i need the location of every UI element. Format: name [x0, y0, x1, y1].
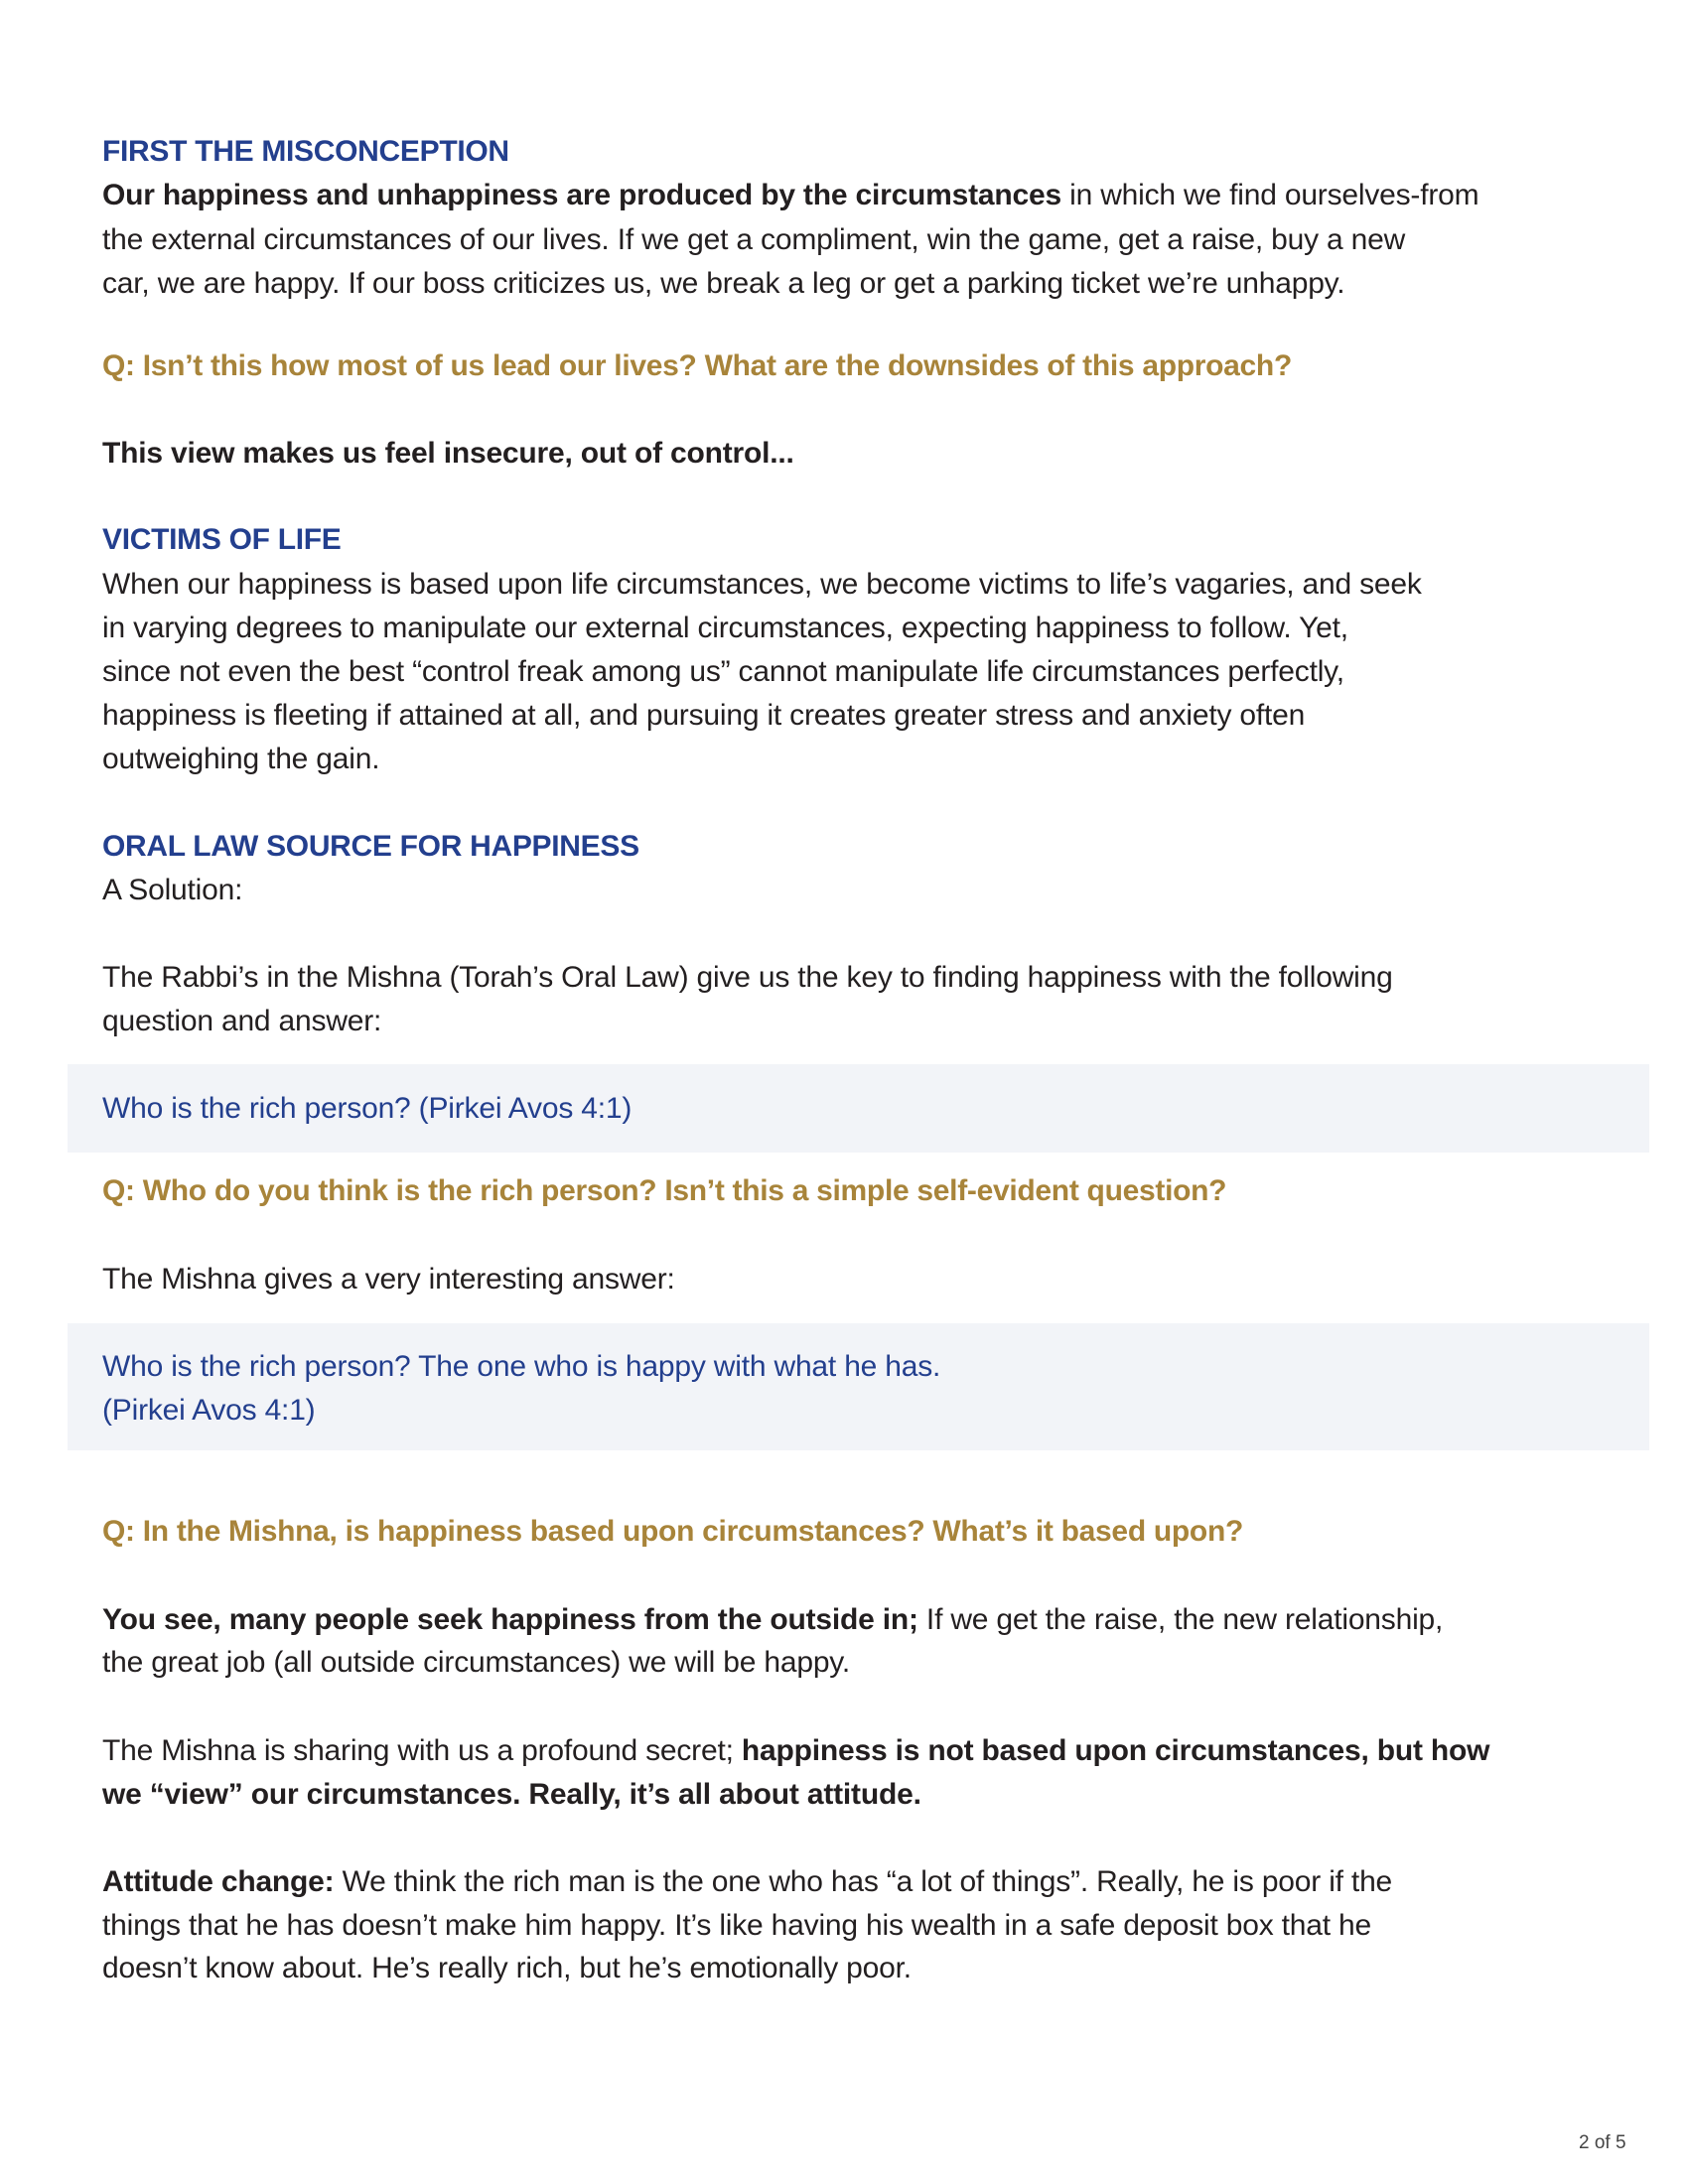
bold-text: Our happiness and unhappiness are produced by the circumstances — [102, 179, 1061, 211]
rabbis-intro-line: The Rabbi’s in the Mishna (Torah’s Oral Law) give us the key to finding happiness with the following — [102, 961, 1393, 994]
question-3: Q: In the Mishna, is happiness based upon circumstances? What’s it based upon? — [102, 1515, 1244, 1548]
bold-text: Attitude change: — [102, 1865, 335, 1898]
question-2: Q: Who do you think is the rich person? Isn’t this a simple self-evident question? — [102, 1174, 1227, 1207]
secret-line-2: we “view” our circumstances. Really, it’s all about attitude. — [102, 1778, 921, 1811]
plain-text: If we get the raise, the new relationship, — [917, 1603, 1444, 1636]
attitude-line-2: things that he has doesn’t make him happy. It’s like having his wealth in a safe deposit box that he — [102, 1909, 1372, 1942]
quote-2-line: Who is the rich person? The one who is happy with what he has. — [102, 1350, 941, 1383]
quote-1-text: Who is the rich person? (Pirkei Avos 4:1) — [102, 1092, 633, 1125]
answer-insecure: This view makes us feel insecure, out of control... — [102, 437, 794, 470]
mishna-answer-intro: The Mishna gives a very interesting answer: — [102, 1263, 675, 1296]
quote-2-line: (Pirkei Avos 4:1) — [102, 1394, 316, 1427]
victims-line: outweighing the gain. — [102, 743, 380, 775]
victims-line: When our happiness is based upon life circumstances, we become victims to life’s vagaries, and seek — [102, 568, 1422, 601]
heading-oral-law: ORAL LAW SOURCE FOR HAPPINESS — [102, 830, 639, 863]
heading-victims-of-life: VICTIMS OF LIFE — [102, 523, 342, 556]
misconception-line-2: the external circumstances of our lives. If we get a compliment, win the game, get a raise, buy a new — [102, 223, 1406, 256]
page-number: 2 of 5 — [1579, 2132, 1626, 2153]
victims-line: since not even the best “control freak among us” cannot manipulate life circumstances perfectly, — [102, 655, 1344, 688]
plain-text: in which we find ourselves-from — [1061, 179, 1479, 211]
plain-text: The Mishna is sharing with us a profound secret; — [102, 1734, 742, 1767]
attitude-line-3: doesn’t know about. He’s really rich, but he’s emotionally poor. — [102, 1952, 912, 1984]
yousee-line-2: the great job (all outside circumstances) we will be happy. — [102, 1646, 851, 1679]
attitude-line-1 — [102, 1860, 1392, 1904]
victims-line: in varying degrees to manipulate our external circumstances, expecting happiness to follow. Yet, — [102, 612, 1348, 644]
question-1: Q: Isn’t this how most of us lead our lives? What are the downsides of this approach? — [102, 349, 1292, 382]
misconception-line-3: car, we are happy. If our boss criticizes us, we break a leg or get a parking ticket we’re unhappy. — [102, 267, 1345, 300]
plain-text: We think the rich man is the one who has “a lot of things”. Really, he is poor if the — [334, 1865, 1393, 1898]
misconception-line-1 — [102, 174, 1478, 217]
bold-text: You see, many people seek happiness from the outside in; — [102, 1603, 918, 1636]
secret-line-1 — [102, 1729, 1489, 1773]
heading-first-misconception: FIRST THE MISCONCEPTION — [102, 135, 509, 168]
a-solution-label: A Solution: — [102, 874, 243, 906]
victims-line: happiness is fleeting if attained at all, and pursuing it creates greater stress and anxiety often — [102, 699, 1306, 732]
yousee-line-1 — [102, 1598, 1443, 1642]
bold-text: happiness is not based upon circumstances, but how — [741, 1734, 1490, 1767]
rabbis-intro-line: question and answer: — [102, 1005, 382, 1037]
